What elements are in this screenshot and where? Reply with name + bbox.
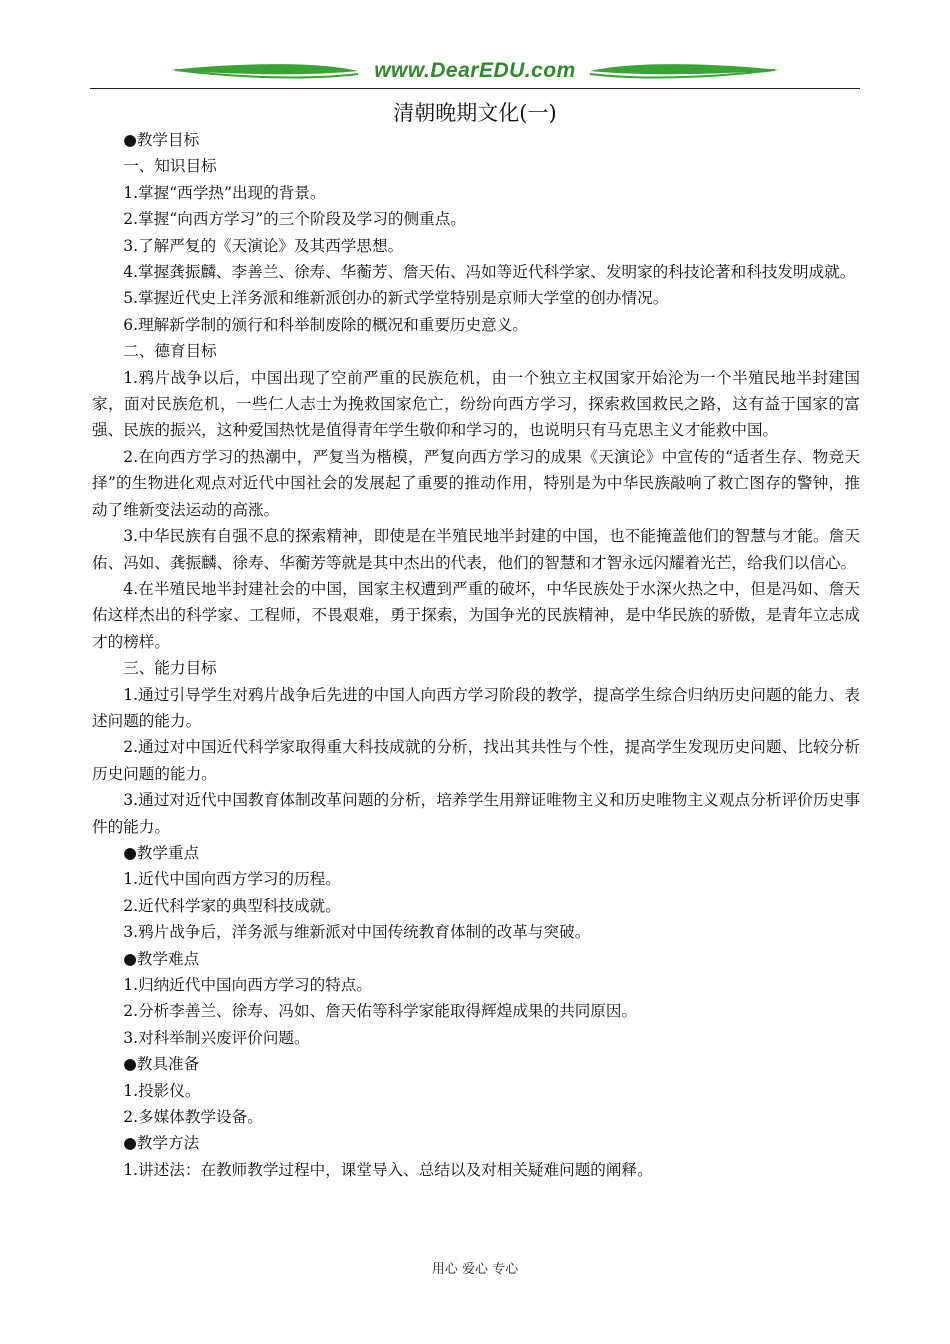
- body-paragraph: 1.归纳近代中国向西方学习的特点。: [123, 976, 372, 994]
- body-paragraph: 3.对科举制兴废评价问题。: [123, 1028, 310, 1047]
- section-heading: ●教具准备: [123, 1055, 200, 1074]
- body-paragraph: 6.理解新学制的颁行和科举制废除的概况和重要历史意义。: [123, 315, 528, 334]
- body-paragraph: 1.近代中国向西方学习的历程。: [123, 870, 341, 889]
- body-paragraph: 1.通过引导学生对鸦片战争后先进的中国人向西方学习阶段的教学，提高学生综合归纳历史问题的能力、表述问题的能力。: [92, 685, 860, 730]
- section-heading: ●教学重点: [123, 843, 200, 862]
- body-paragraph: 4.掌握龚振麟、李善兰、徐寿、华蘅芳、詹天佑、冯如等近代科学家、发明家的科技论著和科技发明成就。: [123, 263, 856, 282]
- body-paragraph: 1.投影仪。: [123, 1081, 201, 1100]
- site-logo-text: www.DearEDU.com: [374, 59, 576, 82]
- body-paragraph: 4.在半殖民地半封建社会的中国，国家主权遭到严重的破坏，中华民族处于水深火热之中，但是冯如、詹天佑这样杰出的科学家、工程师，不畏艰难，勇于探索，为国争光的民族精神，是中华民族的骄傲，是青年立志成才的榜样。: [92, 579, 860, 651]
- header-divider: [90, 88, 860, 89]
- body-paragraph: 5.掌握近代史上洋务派和维新派创办的新式学堂特别是京师大学堂的创办情况。: [123, 289, 669, 308]
- site-header: [90, 56, 860, 92]
- subsection-heading: 三、能力目标: [123, 659, 217, 678]
- body-paragraph: 3.中华民族有自强不息的探索精神，即使是在半殖民地半封建的中国，也不能掩盖他们的智慧与才能。詹天佑、冯如、龚振麟、徐寿、华蘅芳等就是其中杰出的代表，他们的智慧和才智永远闪耀着光芒，给我们以信心。: [92, 527, 860, 572]
- document-title: 清朝晚期文化(一): [393, 101, 557, 125]
- body-paragraph: 3.通过对近代中国教育体制改革问题的分析，培养学生用辩证唯物主义和历史唯物主义观点分析评价历史事件的能力。: [92, 791, 860, 836]
- body-paragraph: 2.近代科学家的典型科技成就。: [123, 896, 341, 915]
- subsection-heading: 二、德育目标: [123, 342, 217, 361]
- body-paragraph: 1.掌握“西学热”出现的背景。: [123, 183, 326, 202]
- body-paragraph: 2.掌握“向西方学习”的三个阶段及学习的侧重点。: [123, 210, 466, 229]
- page-footer: 用心 爱心 专心: [431, 1262, 519, 1277]
- section-heading: ●教学方法: [123, 1134, 200, 1153]
- body-paragraph: 3.了解严复的《天演论》及其西学思想。: [123, 236, 404, 255]
- body-paragraph: 1.讲述法：在教师教学过程中，课堂导入、总结以及对相关疑难问题的阐释。: [123, 1160, 653, 1179]
- section-heading: ●教学目标: [123, 131, 200, 149]
- body-paragraph: 2.分析李善兰、徐寿、冯如、詹天佑等科学家能取得辉煌成果的共同原因。: [123, 1002, 638, 1021]
- subsection-heading: 一、知识目标: [123, 157, 217, 176]
- section-heading: ●教学难点: [123, 949, 200, 968]
- body-paragraph: 2.多媒体教学设备。: [123, 1108, 263, 1127]
- body-paragraph: 1.鸦片战争以后，中国出现了空前严重的民族危机，由一个独立主权国家开始沦为一个半殖民地半封建国家，面对民族危机，一些仁人志士为挽救国家危亡，纷纷向西方学习，探索救国救民之路，这有益于国家的富强、民族的振兴，这种爱国热忱是值得青年学生敬仰和学习的，也说明只有马克思主义才能救中国。: [92, 368, 860, 440]
- body-paragraph: 2.通过对中国近代科学家取得重大科技成就的分析，找出其共性与个性，提高学生发现历史问题、比较分析历史问题的能力。: [92, 738, 860, 783]
- body-paragraph: 2.在向西方学习的热潮中，严复当为楷模，严复向西方学习的成果《天演论》中宣传的“适者生存、物竞天择”的生物进化观点对近代中国社会的发展起了重要的推动作用，特别是为中华民族敲响了救亡图存的警钟，推动了维新变法运动的高涨。: [92, 447, 860, 519]
- document-body: [92, 127, 860, 1183]
- body-paragraph: 3.鸦片战争后，洋务派与维新派对中国传统教育体制的改革与突破。: [123, 923, 591, 942]
